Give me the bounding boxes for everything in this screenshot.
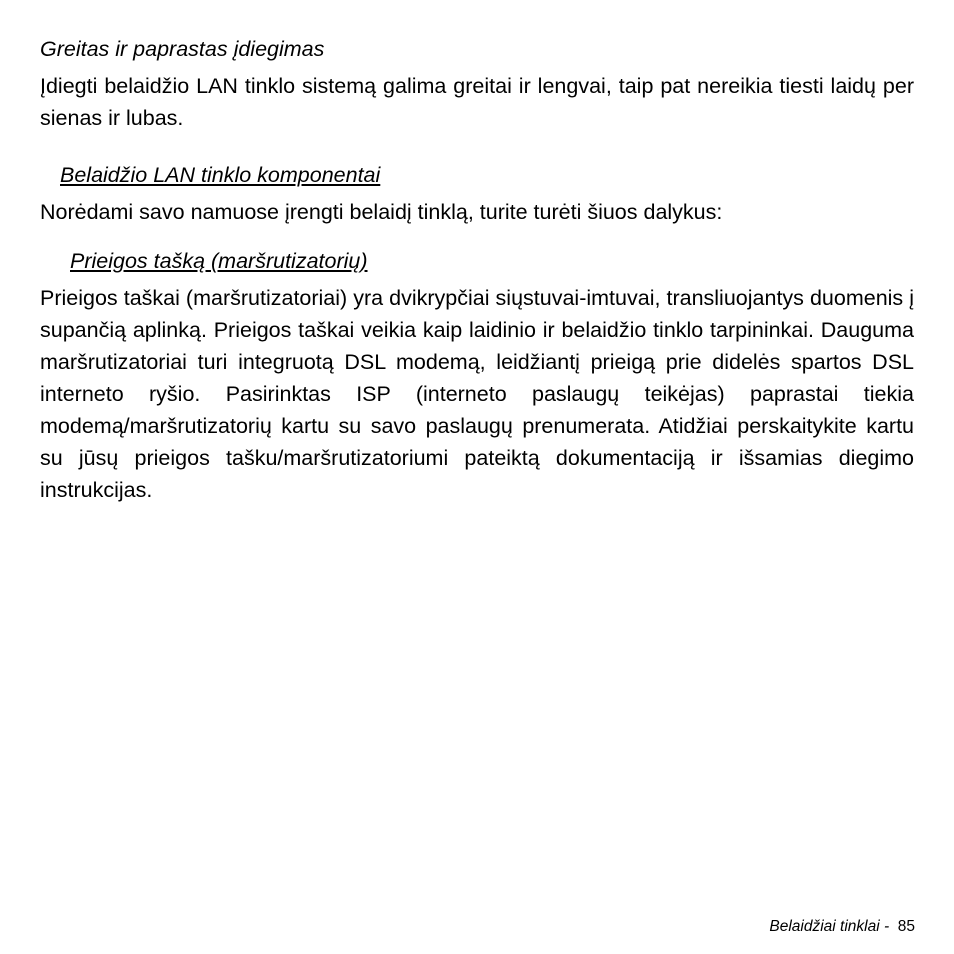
footer-section-title: Belaidžiai tinklai -	[769, 918, 890, 935]
paragraph-components: Norėdami savo namuose įrengti belaidį tinklą, turite turėti šiuos dalykus:	[40, 200, 723, 224]
paragraph-access-point: Prieigos taškai (maršrutizatoriai) yra dvikrypčiai siųstuvai-imtuvai, transliuojantys duomenis į supančią aplinką. Prieigos taškai veikia kaip laidinio ir belaidžio tinklo tarpininkai. Dauguma maršrutizatoriai turi integruotą DSL modemą, leidžiantį prieigą prie didelės spartos DSL interneto ryšio. Pasirinktas ISP (interneto paslaugų teikėjas) paprastai tiekia modemą/maršrutizatorių kartu su savo paslaugų prenumerata. Atidžiai perskaitykite kartu su jūsų prieigos tašku/maršrutizatoriumi pateiktą dokumentaciją ir išsamias diegimo instrukcijas.	[40, 286, 914, 502]
page-content	[40, 30, 914, 506]
section-heading-quick-install: Greitas ir paprastas įdiegimas	[40, 37, 325, 61]
page-number: 85	[897, 918, 915, 935]
paragraph-quick-install: Įdiegti belaidžio LAN tinklo sistemą galima greitai ir lengvai, taip pat nereikia tiesti laidų per sienas ir lubas.	[40, 74, 914, 130]
subsection-heading-access-point: Prieigos tašką (maršrutizatorių)	[70, 249, 368, 273]
page-footer	[769, 917, 915, 937]
subsection-heading-components: Belaidžio LAN tinklo komponentai	[60, 163, 381, 187]
